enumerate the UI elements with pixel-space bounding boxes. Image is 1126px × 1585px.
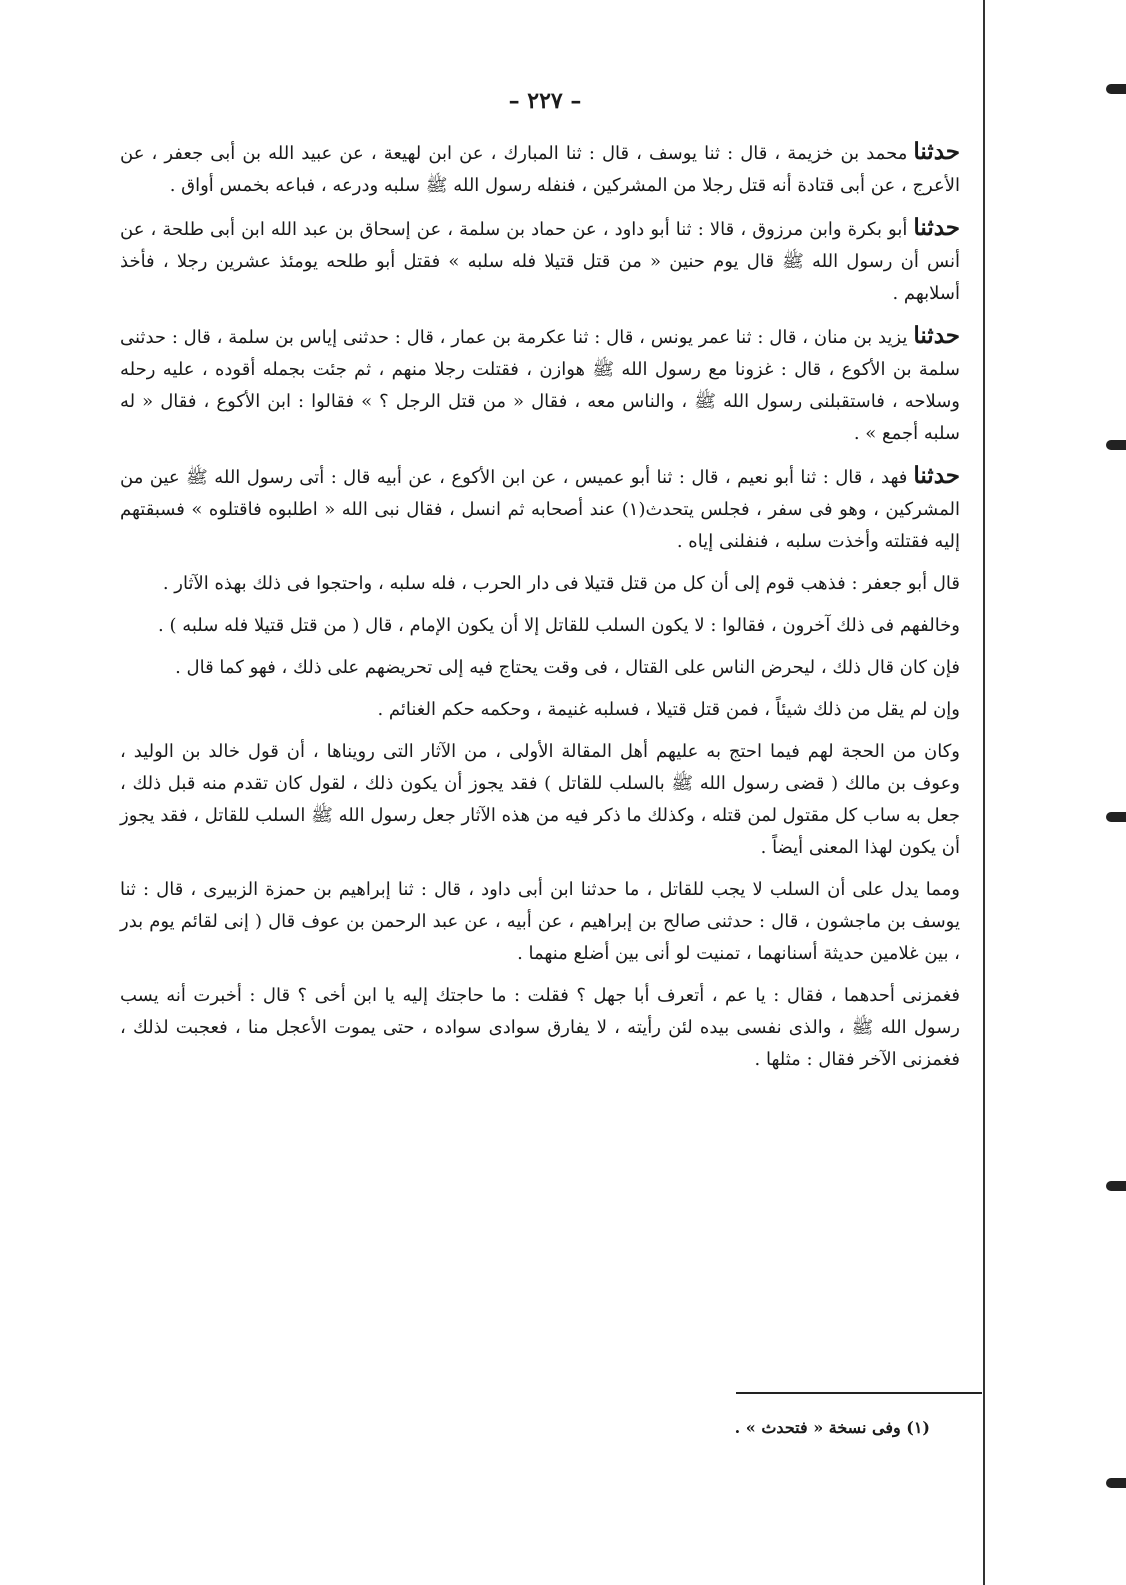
paragraph	[120, 736, 960, 864]
paragraph	[120, 568, 960, 600]
paragraph	[120, 136, 960, 202]
paragraph	[120, 874, 960, 970]
hadith-keyword: حدثنا	[913, 322, 960, 349]
paragraph-text: وخالفهم فى ذلك آخرون ، فقالوا : لا يكون السلب للقاتل إلا أن يكون الإمام ، قال ( من قتل قتيلا فله سلبه ) .	[158, 615, 960, 636]
edge-mark	[1106, 440, 1126, 450]
paragraph	[120, 320, 960, 450]
hadith-keyword: حدثنا	[913, 462, 960, 489]
paragraph	[120, 980, 960, 1076]
footnote: (١) وفى نسخة « فتحدث » .	[734, 1418, 930, 1437]
paragraph-text: قال أبو جعفر : فذهب قوم إلى أن كل من قتل قتيلا فى دار الحرب ، فله سلبه ، واحتجوا فى ذلك بهذه الآثار .	[162, 573, 960, 594]
paragraph-text: فإن كان قال ذلك ، ليحرض الناس على القتال ، فى وقت يحتاج فيه إلى تحريضهم على ذلك ، فهو كما قال .	[175, 657, 960, 678]
paragraph-text: محمد بن خزيمة ، قال : ثنا يوسف ، قال : ثنا المبارك ، عن ابن لهيعة ، عن عبيد الله بن أبى جعفر ، عن الأعرج ، عن أبى قتادة أنه قتل رجلا من المشركين ، فنفله رسول الله ﷺ سلبه ودرعه ، فباعه بخمس أواق .	[120, 143, 960, 196]
page-number: – ٢٢٧ –	[508, 88, 582, 114]
paragraph	[120, 610, 960, 642]
edge-mark	[1106, 1181, 1126, 1191]
paragraph	[120, 694, 960, 726]
paragraph-text: أبو بكرة وابن مرزوق ، قالا : ثنا أبو داود ، عن حماد بن سلمة ، عن إسحاق بن عبد الله ابن أبى طلحة ، عن أنس أن رسول الله ﷺ قال يوم حنين « من قتل قتيلا فله سلبه » فقتل أبو طلحه يومئذ عشرين رجلا ، فأخذ أسلابهم .	[120, 219, 960, 304]
hadith-keyword: حدثنا	[913, 138, 960, 165]
footnote-rule	[736, 1392, 982, 1394]
paragraph	[120, 460, 960, 558]
paragraph-text: يزيد بن منان ، قال : ثنا عمر يونس ، قال : ثنا عكرمة بن عمار ، قال : حدثنى إياس بن سلمة ، قال : حدثنى سلمة بن الأكوع ، قال : غزونا مع رسول الله ﷺ هوازن ، فقتلت رجلا منهم ، ثم جئت بجمله أقوده ، عليه رحله وسلاحه ، فاستقبلنى رسول الله ﷺ ، والناس معه ، فقال « من قتل الرجل ؟ » فقالوا : ابن الأكوع ، فقال « له سلبه أجمع » .	[120, 327, 960, 444]
binding-line	[983, 0, 985, 1585]
paragraph	[120, 652, 960, 684]
paragraph-text: وكان من الحجة لهم فيما احتج به عليهم أهل المقالة الأولى ، من الآثار التى رويناها ، أن قول خالد بن الوليد ، وعوف بن مالك ( قضى رسول الله ﷺ بالسلب للقاتل ) فقد يجوز أن يكون ذلك ، لقول كان تقدم منه قبل ذلك ، جعل به ساب كل مقتول لمن قتله ، وكذلك ما ذكر فيه من هذه الآثار جعل رسول الله ﷺ السلب للقاتل ، فقد يجوز أن يكون لهذا المعنى أيضاً .	[120, 741, 960, 858]
paragraph-text: فغمزنى أحدهما ، فقال : يا عم ، أتعرف أبا جهل ؟ فقلت : ما حاجتك إليه يا ابن أخى ؟ قال : أخبرت أنه يسب رسول الله ﷺ ، والذى نفسى بيده لئن رأيته ، لا يفارق سوادى سواده ، حتى يموت الأعجل منا ، فعجبت لذلك ، فغمزنى الآخر فقال : مثلها .	[120, 985, 960, 1070]
hadith-keyword: حدثنا	[913, 214, 961, 241]
paragraph	[120, 212, 960, 310]
paragraph-text: ومما يدل على أن السلب لا يجب للقاتل ، ما حدثنا ابن أبى داود ، قال : ثنا إبراهيم بن حمزة الزبيرى ، قال : ثنا يوسف بن ماجشون ، قال : حدثنى صالح بن إبراهيم ، عن أبيه ، عن عبد الرحمن بن عوف قال ( إنى لقائم يوم بدر ، بين غلامين حديثة أسنانهما ، تمنيت لو أنى بين أضلع منهما .	[120, 879, 960, 964]
edge-mark	[1106, 84, 1126, 94]
paragraph-text: فهد ، قال : ثنا أبو نعيم ، قال : ثنا أبو عميس ، عن ابن الأكوع ، عن أبيه قال : أتى رسول الله ﷺ عين من المشركين ، وهو فى سفر ، فجلس يتحدث(١) عند أصحابه ثم انسل ، فقال نبى الله « اطلبوه فاقتلوه » فسبقتهم إليه فقتلته وأخذت سلبه ، فنفلنى إياه .	[120, 467, 960, 552]
text-body	[120, 136, 960, 1086]
paragraph-text: وإن لم يقل من ذلك شيئاً ، فمن قتل قتيلا ، فسلبه غنيمة ، وحكمه حكم الغنائم .	[377, 699, 960, 720]
edge-mark	[1106, 1478, 1126, 1488]
edge-mark	[1106, 812, 1126, 822]
